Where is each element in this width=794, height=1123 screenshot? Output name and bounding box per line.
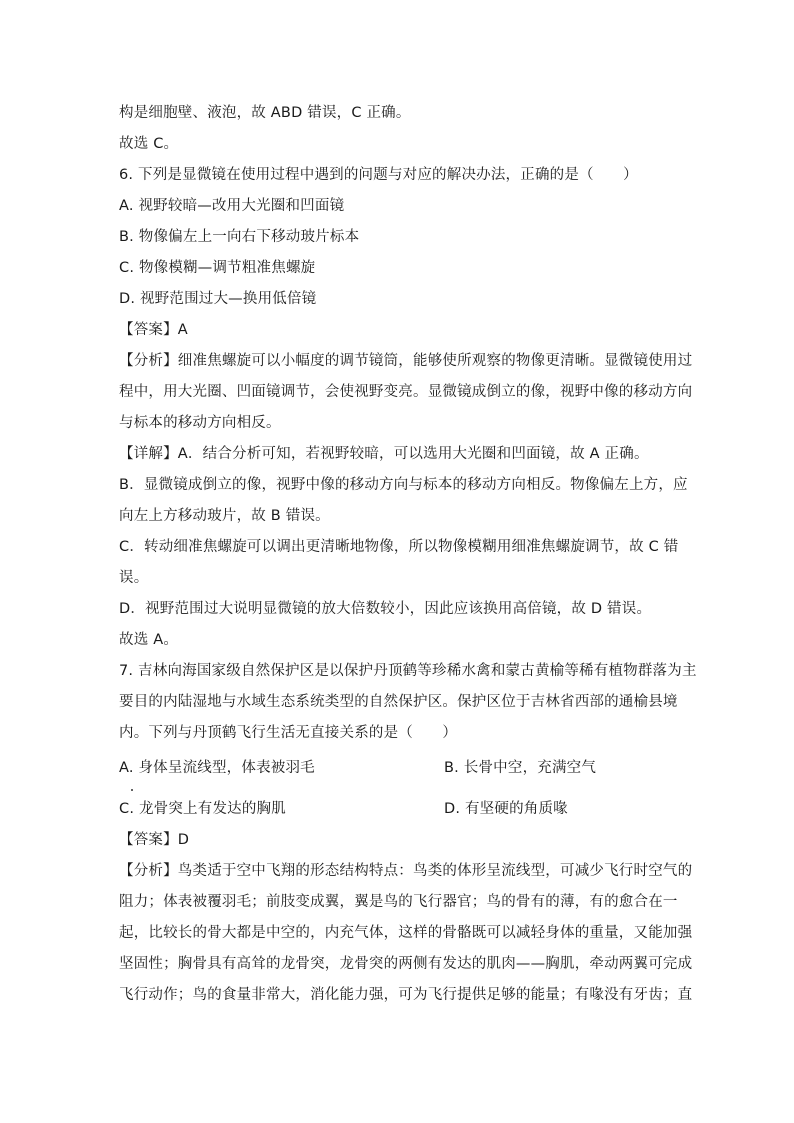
- stray-mark: [131, 789, 133, 791]
- analysis-text: 阻力；体表被覆羽毛；前肢变成翼，翼是鸟的飞行器官；鸟的骨有的薄，有的愈合在一: [119, 894, 678, 910]
- option-b: B. 长骨中空，充满空气: [444, 760, 597, 776]
- detail-text: 误。: [119, 570, 149, 586]
- text-line: 故选 C。: [119, 136, 179, 152]
- option-b: B. 物像偏左上一向右下移动玻片标本: [119, 229, 360, 245]
- analysis-text: 【分析】细准焦螺旋可以小幅度的调节镜筒，能够使所观察的物像更清晰。显微镜使用过: [119, 353, 693, 369]
- analysis-text: 程中，用大光圈、凹面镜调节，会使视野变亮。显微镜成倒立的像，视野中像的移动方向: [119, 384, 693, 400]
- text-line: 构是细胞壁、液泡，故 ABD 错误，C 正确。: [119, 105, 411, 121]
- option-d: D. 有坚硬的角质喙: [444, 801, 568, 817]
- analysis-text: 坚固性；胸骨具有高耸的龙骨突，龙骨突的两侧有发达的肌肉——胸肌，牵动两翼可完成: [119, 956, 693, 972]
- analysis-text: 起，比较长的骨大都是中空的，内充气体，这样的骨骼既可以减轻身体的重量，又能加强: [119, 925, 693, 941]
- question-7: 内。下列与丹顶鹤飞行生活无直接关系的是（ ）: [119, 725, 458, 741]
- text-line: 故选 A。: [119, 632, 179, 648]
- detail-text: 向左上方移动玻片，故 B 错误。: [119, 508, 330, 524]
- answer-label: 【答案】A: [119, 322, 188, 338]
- detail-text: D．视野范围过大说明显微镜的放大倍数较小，因此应该换用高倍镜，故 D 错误。: [119, 601, 652, 617]
- question-7: 7. 吉林向海国家级自然保护区是以保护丹顶鹤等珍稀水禽和蒙古黄榆等稀有植物群落为主: [119, 663, 697, 679]
- detail-text: B．显微镜成倒立的像，视野中像的移动方向与标本的移动方向相反。物像偏左上方，应: [119, 477, 688, 493]
- option-c: C. 龙骨突上有发达的胸肌: [119, 801, 286, 817]
- answer-label: 【答案】D: [119, 832, 190, 848]
- option-a: A. 身体呈流线型，体表被羽毛: [119, 760, 315, 776]
- option-a: A. 视野较暗—改用大光圈和凹面镜: [119, 198, 345, 214]
- option-c: C. 物像模糊—调节粗准焦螺旋: [119, 260, 316, 276]
- analysis-text: 与标本的移动方向相反。: [119, 415, 281, 431]
- analysis-text: 飞行动作；鸟的食量非常大，消化能力强，可为飞行提供足够的能量；有喙没有牙齿；直: [119, 987, 693, 1003]
- detail-text: C．转动细准焦螺旋可以调出更清晰地物像，所以物像模糊用细准焦螺旋调节，故 C 错: [119, 539, 679, 555]
- option-d: D. 视野范围过大—换用低倍镜: [119, 291, 317, 307]
- detail-text: 【详解】A．结合分析可知，若视野较暗，可以选用大光圈和凹面镜，故 A 正确。: [119, 446, 649, 462]
- question-7: 要目的内陆湿地与水域生态系统类型的自然保护区。保护区位于吉林省西部的通榆县境: [119, 694, 678, 710]
- question-6: 6. 下列是显微镜在使用过程中遇到的问题与对应的解决办法，正确的是（ ）: [119, 167, 638, 183]
- analysis-text: 【分析】鸟类适于空中飞翔的形态结构特点：鸟类的体形呈流线型，可减少飞行时空气的: [119, 863, 693, 879]
